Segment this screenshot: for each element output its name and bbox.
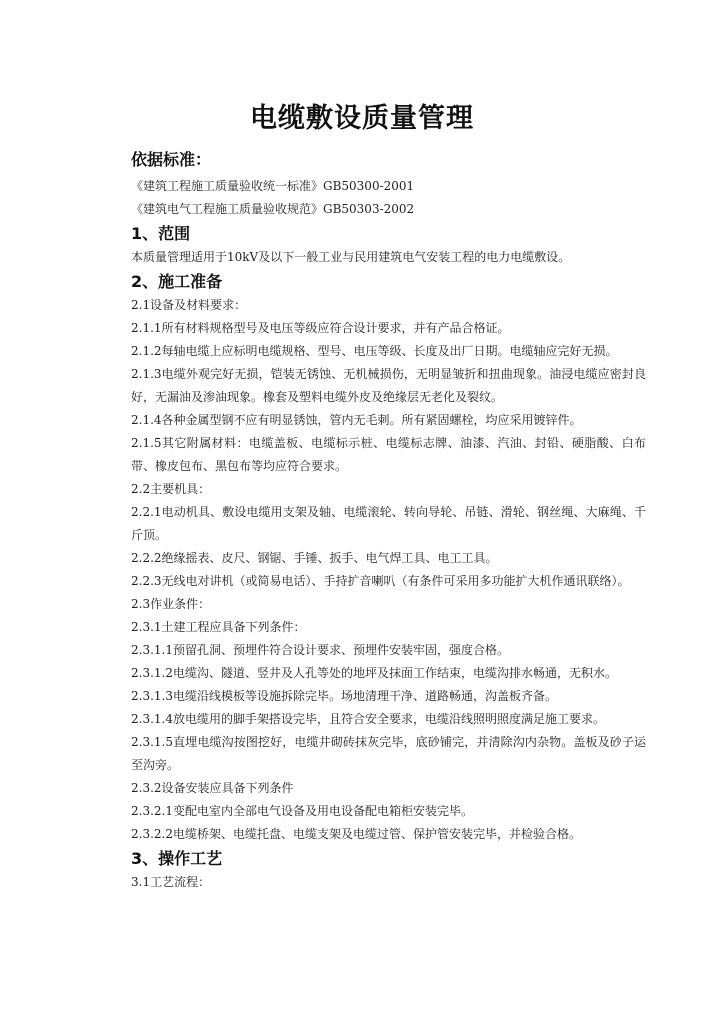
basis-heading: 依据标准：: [131, 150, 212, 169]
paragraph: 2.3.1.1预留孔洞、预埋件符合设计要求、预埋件安装牢固，强度合格。: [131, 643, 509, 657]
paragraph: 2.1.1所有材料规格型号及电压等级应符合设计要求，并有产品合格证。: [131, 321, 510, 335]
paragraph: 2.2主要机具：: [131, 482, 211, 496]
paragraph: 2.3.2设备安装应具备下列条件: [131, 781, 294, 795]
paragraph: 2.3.2.1变配电室内全部电气设备及用电设备配电箱柜安装完毕。: [131, 804, 473, 818]
paragraph: 2.3.2.2电缆桥架、电缆托盘、电缆支架及电缆过管、保护管安装完毕，并检验合格。: [131, 827, 581, 841]
paragraph: 2.1设备及材料要求：: [131, 298, 247, 312]
paragraph: 2.1.4各种金属型钢不应有明显锈蚀，管内无毛刺。所有紧固螺栓，均应采用镀锌件。: [131, 413, 582, 427]
paragraph: 2.3作业条件：: [131, 597, 211, 611]
section-paragraph: 本质量管理适用于10kV及以下一般工业与民用建筑电气安装工程的电力电缆敷设。: [131, 250, 571, 264]
section-heading-preparation: 2、施工准备: [131, 272, 223, 291]
paragraph: 2.1.3电缆外观完好无损，铠装无锈蚀、无机械损伤，无明显皱折和扭曲现象。油浸电缆应密封良好，无漏油及渗油现象。橡套及塑料电缆外皮及绝缘层无老化及裂纹。: [131, 367, 646, 404]
basis-item: 《建筑电气工程施工质量验收规范》GB50303-2002: [131, 202, 415, 216]
paragraph: 2.2.2绝缘摇表、皮尺、钢锯、手锤、扳手、电气焊工具、电工工具。: [131, 551, 498, 565]
paragraph: 2.1.2每轴电缆上应标明电缆规格、型号、电压等级、长度及出厂日期。电缆轴应完好无损。: [131, 344, 618, 358]
paragraph: 2.3.1.4放电缆用的脚手架搭设完毕，且符合安全要求，电缆沿线照明照度满足施工要求。: [131, 712, 605, 726]
paragraph: 2.2.1电动机具、敷设电缆用支架及轴、电缆滚轮、转向导轮、吊链、滑轮、钢丝绳、大麻绳、千斤顶。: [131, 505, 646, 542]
document-body: [131, 146, 646, 894]
paragraph: 2.2.3无线电对讲机（或简易电话）、手持扩音喇叭（有条件可采用多功能扩大机作通讯联络）。: [131, 574, 630, 588]
paragraph: 3.1工艺流程：: [131, 875, 211, 889]
basis-item: 《建筑工程施工质量验收统一标准》GB50300-2001: [131, 179, 415, 193]
section-heading-operation: 3、操作工艺: [131, 849, 223, 868]
paragraph: 2.3.1.5直埋电缆沟按图挖好，电缆井砌砖抹灰完毕，底砂铺完，并清除沟内杂物。盖板及砂子运至沟旁。: [131, 735, 646, 772]
section-heading-scope: 1、范围: [131, 224, 191, 243]
paragraph: 2.3.1.2电缆沟、隧道、竖井及人孔等处的地坪及抹面工作结束，电缆沟排水畅通，无积水。: [131, 666, 617, 680]
paragraph: 2.3.1.3电缆沿线模板等设施拆除完毕。场地清理干净、道路畅通，沟盖板齐备。: [131, 689, 557, 703]
page-title: 电缆敷设质量管理: [250, 103, 474, 134]
paragraph: 2.3.1土建工程应具备下列条件：: [131, 620, 306, 634]
paragraph: 2.1.5其它附属材料：电缆盖板、电缆标示桩、电缆标志牌、油漆、汽油、封铅、硬脂酸、白布带、橡皮包布、黑包布等均应符合要求。: [131, 436, 646, 473]
